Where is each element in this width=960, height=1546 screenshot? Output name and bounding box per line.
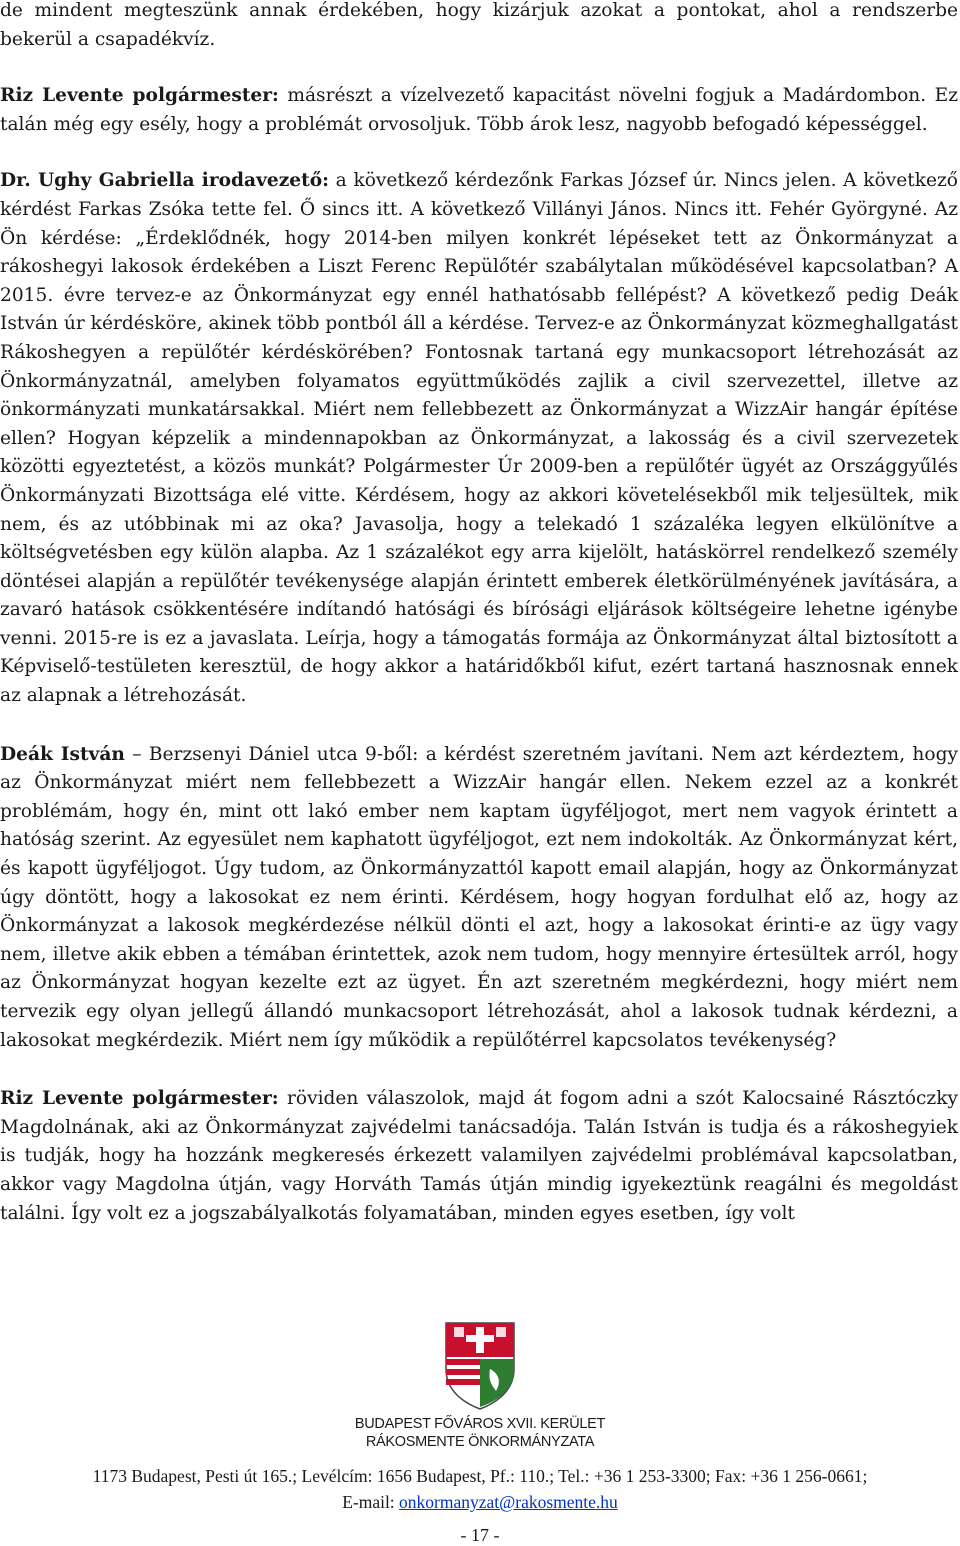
contact-info [0,1463,960,1515]
paragraph-text: röviden válaszolok, majd át fogom adni a szót Kalocsainé Rásztóczky Magdolnának, aki az Önkormányzat zajvédelmi tanácsadója. Talán István is tudja és a rákoshegyiek is tudják, hogy ha hozzánk megkeresés érkezett valamilyen zajvédelmi problémával kapcsolatban, akkor vagy Magdolna útján, vagy Horváth Tamás útján mindig igyekeztünk reagálni és megoldást találni. Így volt ez a jogszabályalkotás folyamatában, minden egyes esetben, így volt [0,1088,959,1224]
paragraph-3 [0,167,958,710]
speaker-name: Riz Levente polgármester: [0,1088,279,1110]
institution-line: BUDAPEST FŐVÁROS XVII. KERÜLET [354,1416,606,1432]
speaker-name: Riz Levente polgármester: [0,85,279,107]
paragraph-1 [0,0,958,54]
paragraph-5 [0,1085,958,1228]
email-label: E-mail: [342,1492,400,1512]
email-line [0,1489,960,1515]
institution-name [0,1415,960,1451]
speaker-name: Dr. Ughy Gabriella irodavezető: [0,170,329,192]
paragraph-text: – Berzsenyi Dániel utca 9-ből: a kérdést szeretném javítani. Nem azt kérdeztem, hogy az Önkormányzat miért nem fellebbezett a WizzAir hangár ellen. Nekem ezzel az a konkrét problémám, hogy én, mint ott lakó ember nem kaptam ügyféljogot, mert nem vagyok érintett a hatóság szerint. Az egyesület nem kaphatott ügyféljogot, ezt nem indokolták. Az Önkormányzat kért, és kapott ügyféljogot. Úgy tudom, az Önkormányzattól kapott email alapján, hogy az Önkormányzat úgy döntött, hogy a lakosokat ez nem érinti. Kérdésem, hogy hogyan fordulhat elő az, hogy az Önkormányzat a lakosok megkérdezése nélkül dönti el azt, hogy a lakosokat érinti-e az ügy vagy nem, illetve akik ebben a témában érintettek, azok nem tudom, hogy mennyire értesültek arról, hogy az Önkormányzat hogyan kezelte ezt az ügyet. Én azt szeretném megkérdezni, hogy miért nem tervezik egy olyan jellegű állandó munkacsoport létrehozását, ahol a lakosok tudnak kérdezni, a lakosokat megkérdezik. Miért nem így működik a repülőtérrel kapcsolatos tevékenység? [0,743,959,1051]
address-line: 1173 Budapest, Pesti út 165.; Levélcím: 1656 Budapest, Pf.: 110.; Tel.: +36 1 253-3300; Fax: +36 1 256-0661; [92,1466,868,1486]
paragraph-2 [0,82,958,139]
coat-of-arms-icon [442,1319,518,1411]
paragraph-text: de mindent megteszünk annak érdekében, hogy kizárjuk azokat a pontokat, ahol a rendszerbe bekerül a csapadékvíz. [0,0,958,50]
institution-line: RÁKOSMENTE ÖNKORMÁNYZATA [365,1434,595,1450]
paragraph-4 [0,741,958,1056]
page-number: - 17 - [460,1525,500,1545]
page-footer [0,1319,960,1546]
email-link[interactable]: onkormanyzat@rakosmente.hu [399,1492,618,1512]
paragraph-text: a következő kérdezőnk Farkas József úr. Nincs jelen. A következő kérdést Farkas Zsóka tette fel. Ő sincs itt. A következő Villányi János. Nincs itt. Fehér Györgyné. Az Ön kérdése: „Érdeklődnék, hogy 2014-ben milyen konkrét lépéseket tett az Önkormányzat a rákoshegyi lakosok érdekében a Liszt Ferenc Repülőtér szabálytalan működésével kapcsolatban? A 2015. évre tervez-e az Önkormányzat egy ennél hathatósabb fellépést? A következő pedig Deák István úr kérdésköre, akinek több pontból áll a kérdése. Tervez-e az Önkormányzat közmeghallgatást Rákoshegyen a repülőtér kérdéskörében? Fontosnak tartaná egy munkacsoport létrehozását az Önkormányzatnál, amelyben folyamatos együttműködés zajlik a civil szervezettel, illetve az önkormányzati munkatársakkal. Miért nem fellebbezett az Önkormányzat a WizzAir hangár építése ellen? Hogyan képzelik a mindennapokban az Önkormányzat, a lakosság és a civil szervezetek közötti egyeztetést, a közös munkát? Polgármester Úr 2009-ben a repülőtér ügyét az Országgyűlés Önkormányzati Bizottsága elé vitte. Kérdésem, hogy az akkori követelésekből mik teljesültek, mik nem, és az utóbbinak mi az oka? Javasolja, hogy a telekadó 1 százaléka legyen elkülönítve a költségvetésben egy külön alapba. Az 1 százalékot egy arra kijelölt, hatáskörrel rendelkező személy döntései alapján a repülőtér tevékenysége alapján érintett emberek életkörülményének javítására, a zavaró hatások csökkentésére indítandó hatósági és bírósági eljárások költségeire lehetne igénybe venni. 2015-re is ez a javaslata. Leírja, hogy a támogatás formája az Önkormányzat által biztosított a Képviselő-testületen keresztül, de hogy akkor a határidőkből kifut, ezért tartaná hasznosnak ennek az alapnak a létrehozását. [0,170,959,707]
speaker-name: Deák István [0,743,125,765]
paragraph-text: másrészt a vízelvezető kapacitást növelni fogjuk a Madárdombon. Ez talán még egy esély, hogy a problémát orvosoljuk. Több árok lesz, nagyobb befogadó képességgel. [0,85,958,135]
